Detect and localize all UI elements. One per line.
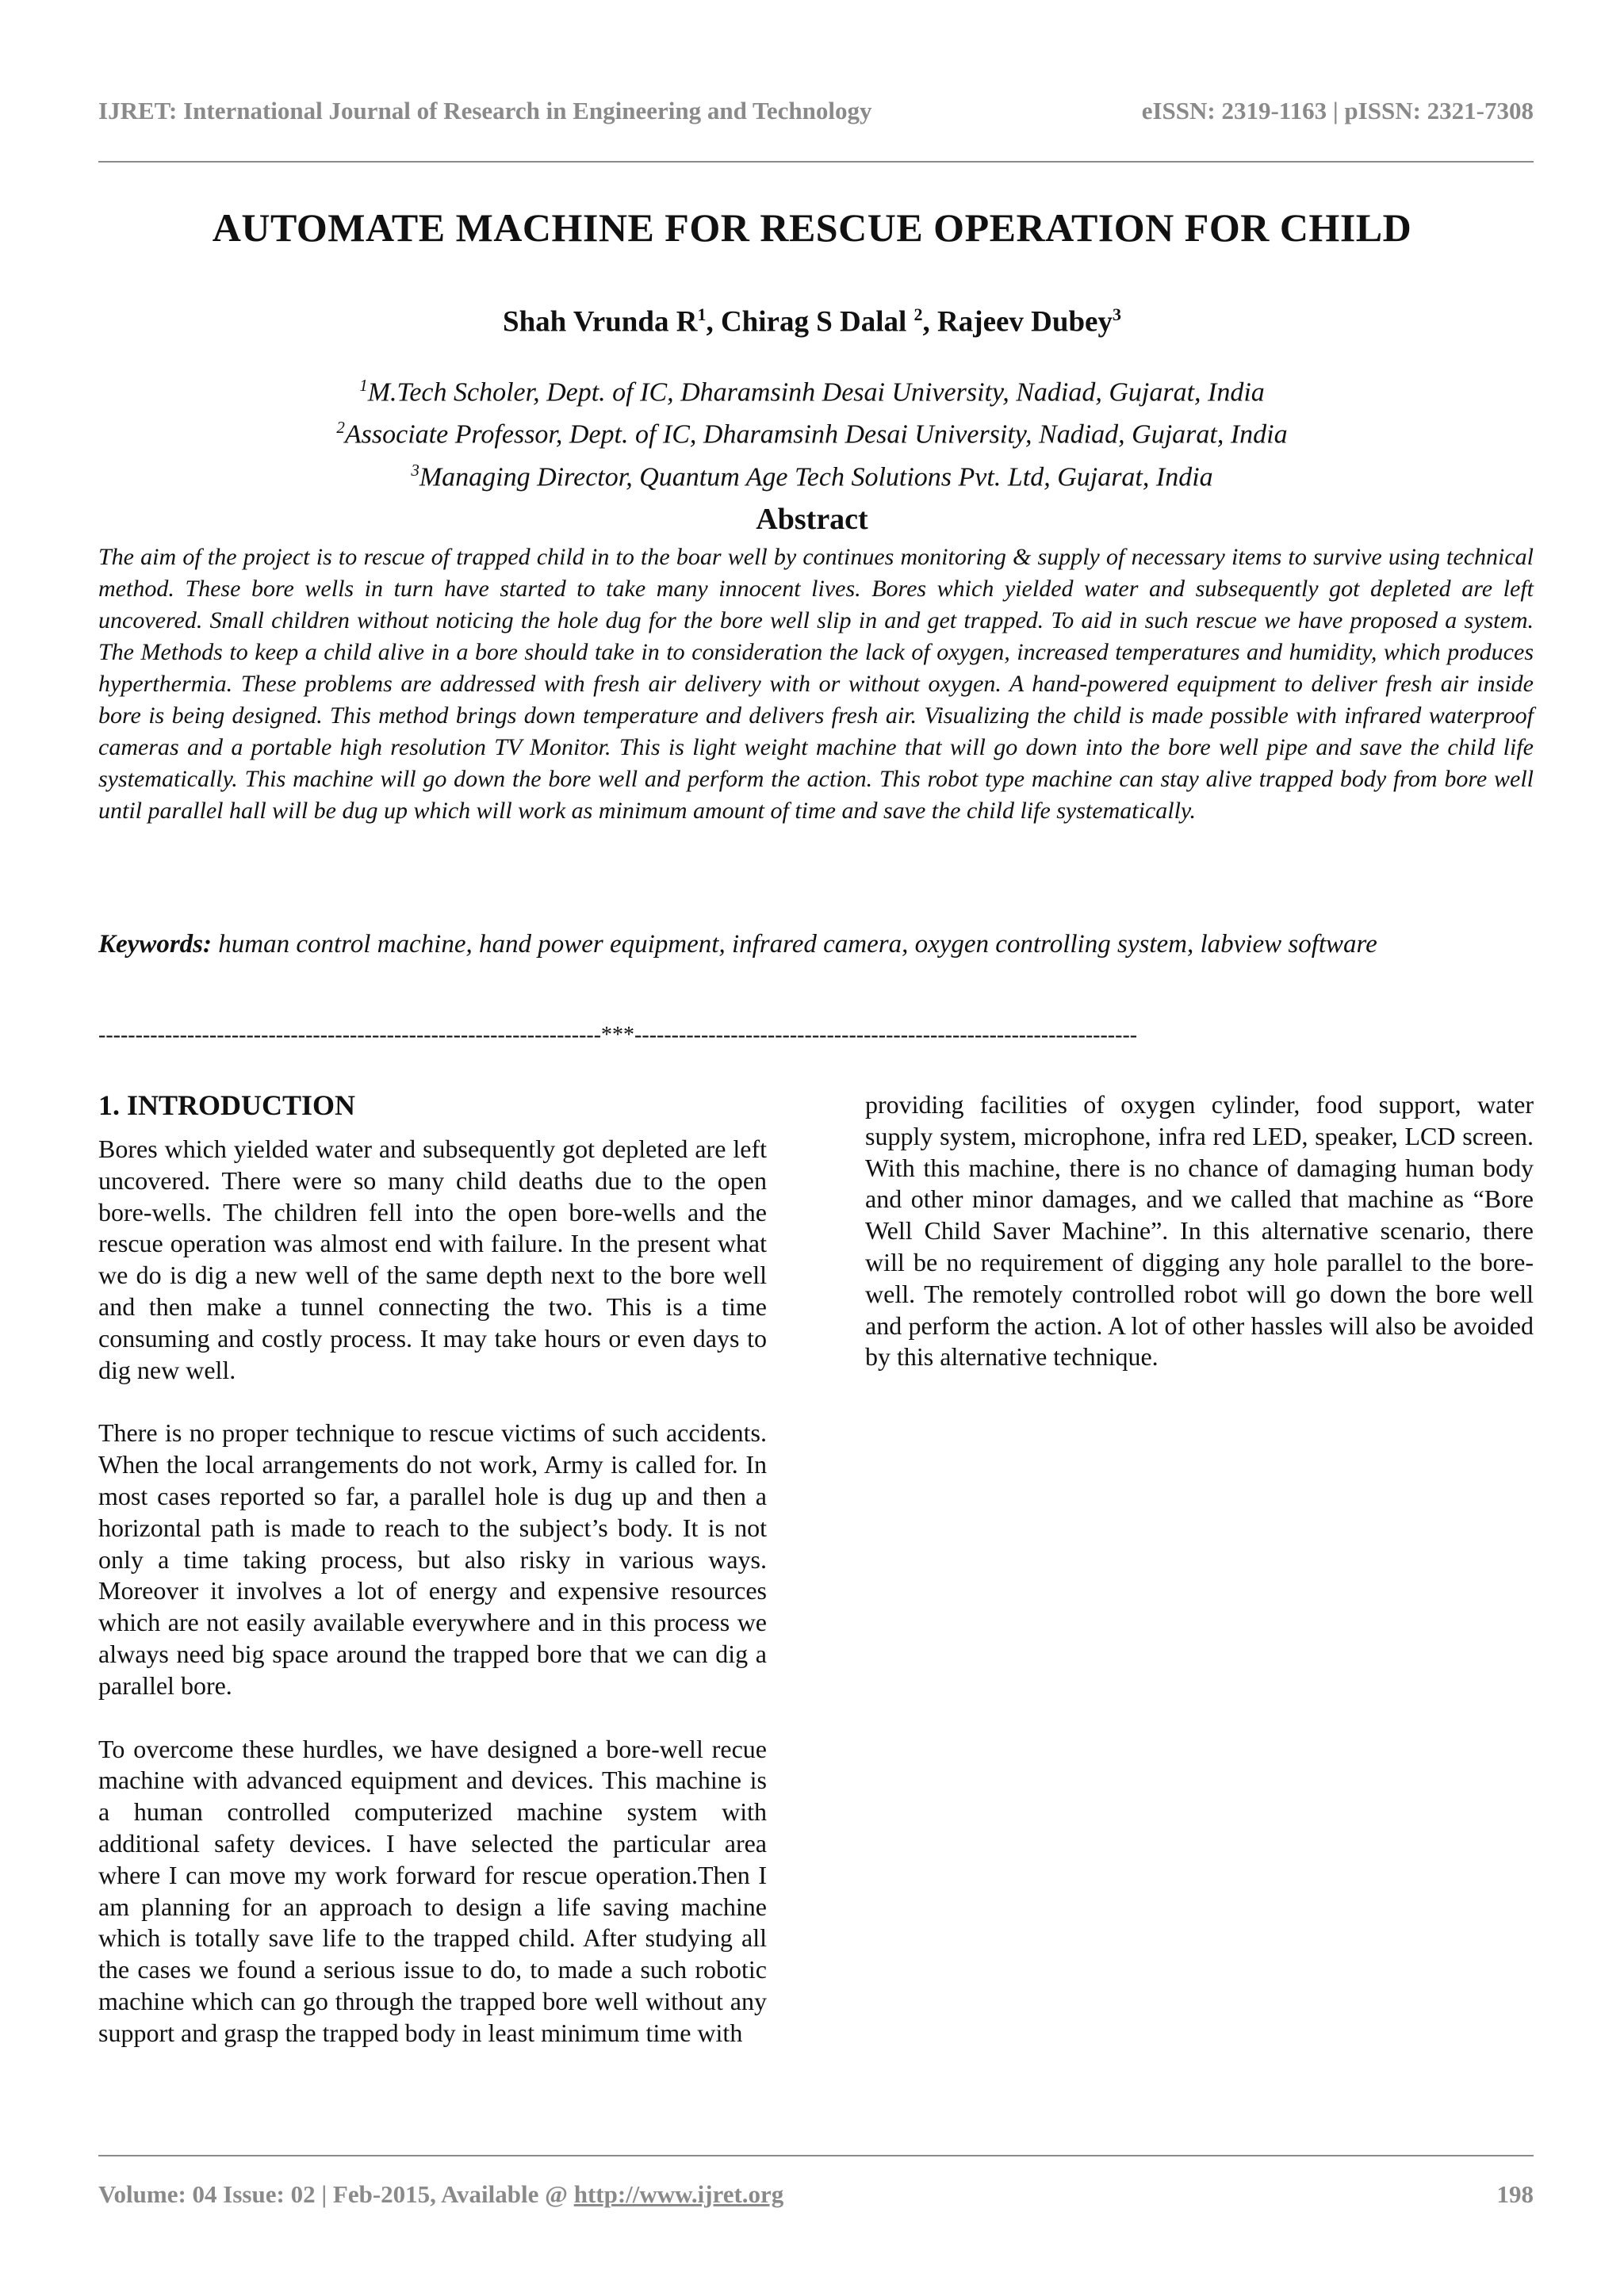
paper-title: AUTOMATE MACHINE FOR RESCUE OPERATION FOR CHILD — [212, 205, 1412, 250]
left-column — [98, 1088, 767, 2081]
journal-name: IJRET: International Journal of Research in Engineering and Technology — [98, 97, 872, 124]
header-divider — [98, 161, 1534, 163]
abstract-text: The aim of the project is to rescue of trapped child in to the boar well by continues monitoring & supply of necessary items to survive using technical method. These bore wells in turn have started to take many innocent lives. Bores which yielded water and subsequently got depleted are left uncovered. Small children without noticing the hole dug for the bore well slip in and get trapped. To aid in such rescue we have proposed a system. The Methods to keep a child alive in a bore should take in to consideration the lack of oxygen, increased temperatures and humidity, which produces hyperthermia. These problems are addressed with fresh air delivery with or without oxygen. A hand-powered equipment to deliver fresh air inside bore is being designed. This method brings down temperature and delivers fresh air. Visualizing the child is made possible with infrared waterproof cameras and a portable high resolution TV Monitor. This is light weight machine that will go down into the bore well pipe and save the child life systematically. This machine will go down the bore well and perform the action. This robot type machine can stay alive trapped body from bore well until parallel hall will be dug up which will work as minimum amount of time and save the child life systematically. — [98, 544, 1534, 824]
running-header — [98, 97, 1534, 128]
affiliation-sup: 3 — [411, 460, 419, 480]
affiliation-sup: 1 — [359, 376, 368, 395]
author-sup: 3 — [1112, 304, 1121, 324]
affiliation-line — [0, 410, 1624, 452]
journal-link[interactable]: http://www.ijret.org — [573, 2180, 784, 2208]
author-sup: 2 — [914, 304, 923, 324]
right-column — [865, 1089, 1534, 1405]
issn-info: eISSN: 2319-1163 | pISSN: 2321-7308 — [1141, 97, 1534, 124]
body-paragraph: To overcome these hurdles, we have designed a bore-well recue machine with advanced equipment and devices. This machine is a human controlled computerized machine system with additional safety devices. I have selected the particular area where I can move my work forward for rescue operation.Then I am planning for an approach to design a life saving machine which is totally save life to the trapped child. After studying all the cases we found a serious issue to do, to made a such robotic machine which can go through the trapped bore well without any support and grasp the trapped body in least minimum time with — [98, 1734, 767, 2047]
volume-info — [98, 2180, 783, 2209]
affiliations — [0, 368, 1624, 495]
author-name: Chirag S Dalal — [720, 305, 914, 339]
author-list — [0, 304, 1624, 339]
footer-divider — [98, 2155, 1534, 2156]
volume-text: Volume: 04 Issue: 02 | Feb-2015, Available @ — [98, 2180, 574, 2208]
abstract-heading: Abstract — [756, 503, 868, 536]
affiliation-line — [0, 368, 1624, 410]
section-separator: --------------------------------------------------------------------***-------------------------------------------------------------------- — [98, 1023, 1138, 1047]
affiliation-line — [0, 453, 1624, 495]
keywords-text: human control machine, hand power equipment, infrared camera, oxygen controlling system, labview software — [218, 930, 1377, 959]
page-footer — [98, 2180, 1534, 2212]
page-number: 198 — [1496, 2180, 1534, 2208]
body-paragraph: There is no proper technique to rescue victims of such accidents. When the local arrangements do not work, Army is called for. In most cases reported so far, a parallel hole is dug up and then a horizontal path is made to reach to the subject’s body. It is not only a time taking process, but also risky in various ways. Moreover it involves a lot of energy and expensive resources which are not easily available everywhere and in this process we always need big space around the trapped bore that we can dig a parallel bore. — [98, 1418, 767, 1700]
keywords-label: Keywords: — [98, 930, 212, 959]
author-name: Shah Vrunda R — [503, 305, 698, 339]
body-paragraph: providing facilities of oxygen cylinder, food support, water supply system, microphone, infra red LED, speaker, LCD screen. With this machine, there is no chance of damaging human body and other minor damages, and we called that machine as “Bore Well Child Saver Machine”. In this alternative scenario, there will be no requirement of digging any hole parallel to the bore-well. The remotely controlled robot will go down the bore well and perform the action. A lot of other hassles will also be avoided by this alternative technique. — [865, 1090, 1534, 1372]
body-paragraph: Bores which yielded water and subsequently got depleted are left uncovered. There were so many child deaths due to the open bore-wells. The children fell into the open bore-wells and the rescue operation was almost end with failure. In the present what we do is dig a new well of the same depth next to the bore well and then make a tunnel connecting the two. This is a time consuming and costly process. It may take hours or even days to dig new well. — [98, 1135, 767, 1384]
affiliation-text: M.Tech Scholer, Dept. of IC, Dharamsinh Desai University, Nadiad, Gujarat, India — [367, 377, 1265, 408]
author-sep: , — [706, 305, 721, 339]
affiliation-sup: 2 — [336, 418, 345, 438]
affiliation-text: Associate Professor, Dept. of IC, Dharamsinh Desai University, Nadiad, Gujarat, India — [344, 419, 1288, 450]
author-name: Rajeev Dubey — [937, 305, 1113, 339]
author-sep: , — [922, 305, 938, 339]
author-sup: 1 — [697, 304, 707, 324]
keywords — [98, 918, 1534, 970]
affiliation-text: Managing Director, Quantum Age Tech Solutions Pvt. Ltd, Gujarat, India — [419, 461, 1213, 492]
section-heading: 1. INTRODUCTION — [98, 1089, 356, 1121]
